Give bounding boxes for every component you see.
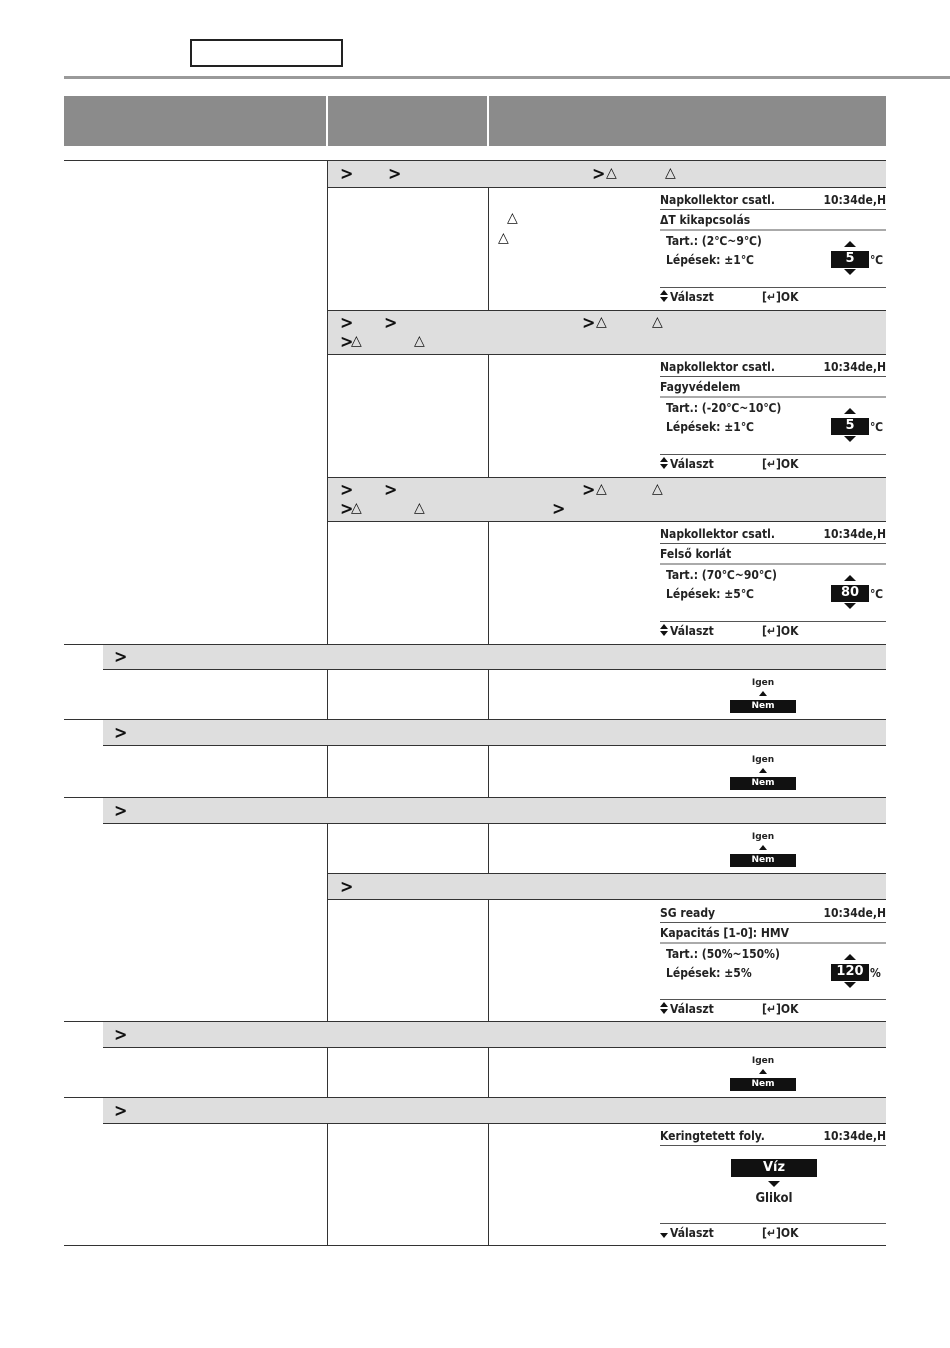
chevron-icon: > (114, 800, 128, 821)
lcd-title: Napkollektor csatl. (660, 360, 775, 374)
value-up-icon (844, 241, 856, 247)
no-option: Nem (730, 1078, 796, 1091)
yes-no-selector (730, 755, 796, 791)
lcd-value: 5 (831, 251, 869, 268)
column-rule (488, 899, 489, 1021)
up-arrow-icon (759, 768, 767, 773)
triangle-icon: △ (498, 230, 509, 246)
no-option: Nem (730, 854, 796, 867)
yes-no-selector (730, 678, 796, 714)
chevron-icon: > (340, 312, 354, 333)
chevron-icon: > (384, 312, 398, 333)
header-separator (326, 96, 328, 146)
top-divider (64, 76, 950, 79)
lcd-ok-label: [↵]OK (762, 1226, 799, 1240)
chevron-icon: > (114, 722, 128, 743)
lcd-divider (660, 1145, 886, 1146)
lcd-divider (660, 621, 886, 622)
lcd-value: 80 (831, 585, 869, 602)
triangle-icon: △ (652, 481, 663, 497)
lcd-ok-label: [↵]OK (762, 290, 799, 304)
triangle-icon: △ (507, 210, 518, 226)
row-rule (103, 823, 886, 824)
select-down-icon (660, 297, 668, 302)
lcd-title: Napkollektor csatl. (660, 527, 775, 541)
chevron-icon: > (340, 331, 354, 352)
value-up-icon (844, 575, 856, 581)
value-down-icon (844, 982, 856, 988)
value-down-icon (844, 436, 856, 442)
chevron-icon: > (582, 312, 596, 333)
value-up-icon (844, 954, 856, 960)
chevron-icon: > (114, 1024, 128, 1045)
column-rule (488, 521, 489, 644)
column-rule (488, 745, 489, 797)
value-up-icon (844, 408, 856, 414)
header-label-box (190, 39, 343, 67)
triangle-icon: △ (665, 165, 676, 181)
chevron-icon: > (114, 646, 128, 667)
lcd-ok-label: [↵]OK (762, 1002, 799, 1016)
value-down-icon (844, 269, 856, 275)
select-down-icon (660, 1233, 668, 1238)
down-arrow-icon (768, 1181, 780, 1187)
select-up-icon (660, 1002, 668, 1007)
up-arrow-icon (759, 845, 767, 850)
header-separator (487, 96, 489, 146)
chevron-icon: > (582, 479, 596, 500)
chevron-icon: > (114, 1100, 128, 1121)
triangle-icon: △ (414, 500, 425, 516)
triangle-icon: △ (596, 481, 607, 497)
column-rule (488, 1123, 489, 1245)
lcd-screen-frost-protection (660, 358, 886, 476)
column-rule (327, 669, 328, 719)
select-down-icon (660, 464, 668, 469)
value-down-icon (844, 603, 856, 609)
chevron-icon: > (340, 876, 354, 897)
lcd-step: Lépések: ±1℃ (666, 420, 754, 434)
lcd-range: Tart.: (-20℃~10℃) (666, 401, 782, 415)
column-rule (488, 669, 489, 719)
up-arrow-icon (759, 1069, 767, 1074)
selected-fluid: Víz (731, 1159, 817, 1177)
lcd-divider (660, 999, 886, 1000)
lcd-screen-delta-t (660, 191, 886, 309)
lcd-divider (660, 922, 886, 923)
triangle-icon: △ (414, 333, 425, 349)
menu-path-band (103, 720, 886, 745)
row-rule (103, 745, 886, 746)
lcd-value: 120 (831, 964, 869, 981)
table-header (64, 96, 886, 146)
lcd-step: Lépések: ±5℃ (666, 587, 754, 601)
yes-no-selector (730, 832, 796, 868)
column-rule (327, 1123, 328, 1245)
lcd-unit: ℃ (870, 253, 884, 267)
row-rule (103, 1047, 886, 1048)
lcd-time: 10:34de,H (823, 193, 886, 207)
select-up-icon (660, 624, 668, 629)
column-rule (327, 1047, 328, 1097)
chevron-icon: > (340, 479, 354, 500)
select-down-icon (660, 1009, 668, 1014)
lcd-step: Lépések: ±1℃ (666, 253, 754, 267)
lcd-divider (660, 229, 886, 231)
column-rule (327, 745, 328, 797)
column-rule (488, 823, 489, 873)
lcd-screen-circulating-fluid (660, 1127, 886, 1243)
fluid-option: Glikol (755, 1191, 793, 1206)
column-rule (327, 160, 328, 644)
lcd-range: Tart.: (70℃~90℃) (666, 568, 777, 582)
lcd-subtitle: Kapacitás [1-0]: HMV (660, 926, 789, 940)
select-down-icon (660, 631, 668, 636)
lcd-select-label: Választ (670, 1226, 714, 1240)
chevron-icon: > (384, 479, 398, 500)
lcd-divider (660, 396, 886, 398)
chevron-icon: > (592, 163, 606, 184)
yes-option: Igen (751, 1056, 775, 1066)
lcd-divider (660, 563, 886, 565)
column-rule (488, 1047, 489, 1097)
menu-path-band (328, 874, 886, 899)
lcd-range: Tart.: (50%~150%) (666, 947, 780, 961)
chevron-icon: > (388, 163, 402, 184)
lcd-divider (660, 1223, 886, 1224)
lcd-screen-upper-limit (660, 525, 886, 643)
lcd-subtitle: Felső korlát (660, 547, 732, 561)
yes-option: Igen (751, 678, 775, 688)
triangle-icon: △ (606, 165, 617, 181)
select-up-icon (660, 290, 668, 295)
lcd-select-label: Választ (670, 624, 714, 638)
yes-option: Igen (751, 755, 775, 765)
triangle-icon: △ (652, 314, 663, 330)
lcd-subtitle: ΔT kikapcsolás (660, 213, 751, 227)
menu-path-band (103, 1098, 886, 1123)
lcd-title: Keringtetett foly. (660, 1129, 765, 1143)
lcd-time: 10:34de,H (823, 906, 886, 920)
lcd-time: 10:34de,H (823, 1129, 886, 1143)
no-option: Nem (730, 777, 796, 790)
lcd-time: 10:34de,H (823, 527, 886, 541)
column-rule (327, 823, 328, 1021)
lcd-screen-sg-ready (660, 904, 886, 1020)
section-rule (64, 1245, 886, 1246)
lcd-divider (660, 454, 886, 455)
lcd-ok-label: [↵]OK (762, 624, 799, 638)
lcd-unit: % (870, 966, 881, 980)
lcd-select-label: Választ (670, 1002, 714, 1016)
row-rule (327, 354, 886, 355)
no-option: Nem (730, 700, 796, 713)
lcd-unit: ℃ (870, 587, 884, 601)
lcd-divider (660, 376, 886, 377)
lcd-title: SG ready (660, 906, 716, 920)
column-rule (488, 354, 489, 477)
row-rule (327, 187, 886, 188)
lcd-divider (660, 942, 886, 944)
menu-path-band (103, 798, 886, 823)
row-rule (327, 521, 886, 522)
lcd-time: 10:34de,H (823, 360, 886, 374)
row-rule (327, 899, 886, 900)
lcd-divider (660, 287, 886, 288)
triangle-icon: △ (351, 333, 362, 349)
lcd-divider (660, 543, 886, 544)
lcd-range: Tart.: (2℃~9℃) (666, 234, 762, 248)
menu-path-band (103, 1022, 886, 1047)
yes-no-selector (730, 1056, 796, 1092)
lcd-select-label: Választ (670, 290, 714, 304)
triangle-icon: △ (596, 314, 607, 330)
select-up-icon (660, 457, 668, 462)
lcd-title: Napkollektor csatl. (660, 193, 775, 207)
chevron-icon: > (552, 498, 566, 519)
lcd-divider (660, 209, 886, 210)
lcd-step: Lépések: ±5% (666, 966, 752, 980)
triangle-icon: △ (351, 500, 362, 516)
lcd-value: 5 (831, 418, 869, 435)
yes-option: Igen (751, 832, 775, 842)
row-rule (103, 669, 886, 670)
lcd-select-label: Választ (670, 457, 714, 471)
menu-path-band (103, 645, 886, 669)
row-rule (103, 1123, 886, 1124)
chevron-icon: > (340, 163, 354, 184)
lcd-unit: ℃ (870, 420, 884, 434)
up-arrow-icon (759, 691, 767, 696)
lcd-ok-label: [↵]OK (762, 457, 799, 471)
chevron-icon: > (340, 498, 354, 519)
column-rule (488, 187, 489, 310)
lcd-subtitle: Fagyvédelem (660, 380, 741, 394)
